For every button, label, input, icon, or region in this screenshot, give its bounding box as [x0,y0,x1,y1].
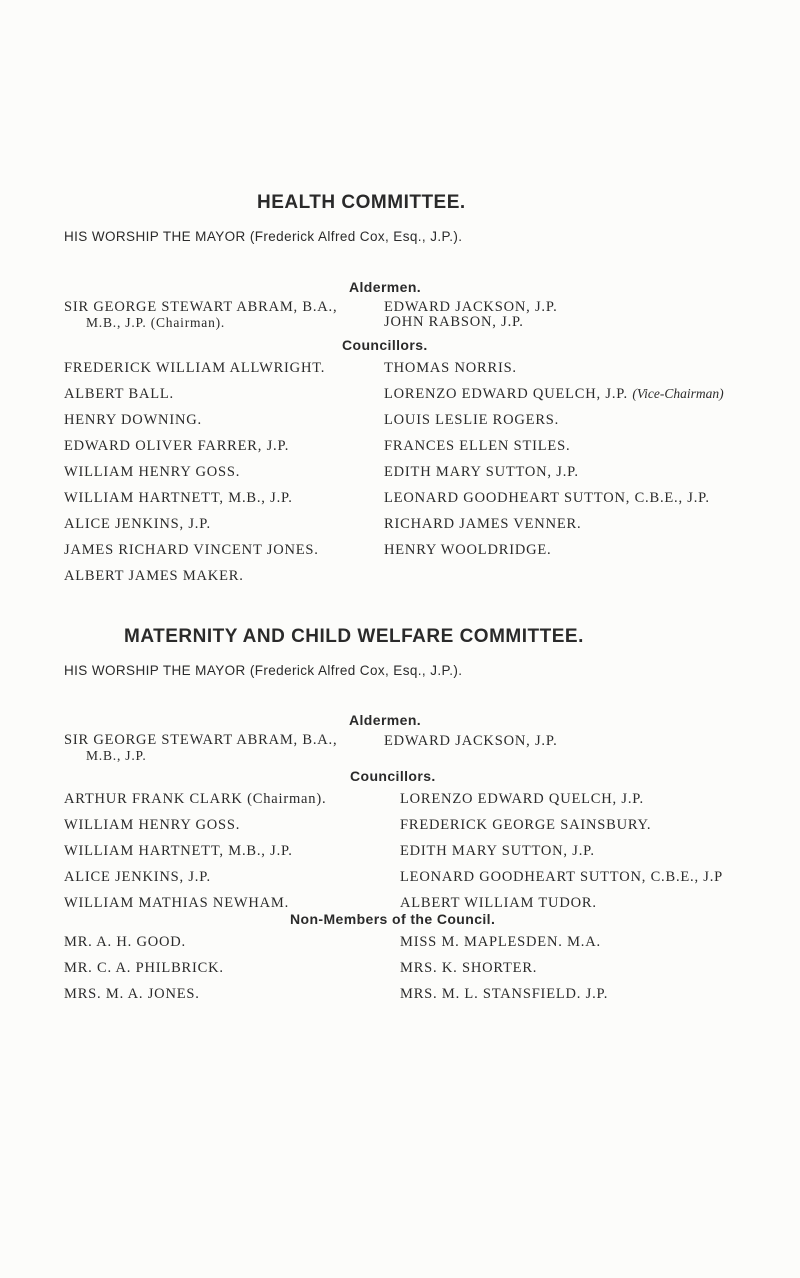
list-item: FRANCES ELLEN STILES. [384,438,571,454]
list-item: ARTHUR FRANK CLARK (Chairman). [64,791,327,807]
list-item: MR. C. A. PHILBRICK. [64,960,224,976]
list-item: WILLIAM HENRY GOSS. [64,464,241,480]
vice-chairman-note: (Vice-Chairman) [632,386,724,401]
list-item: MRS. M. L. STANSFIELD. J.P. [400,986,609,1002]
non-members-right [400,929,608,1007]
list-item: HENRY WOOLDRIDGE. [384,542,552,558]
maternity-councillors-left [64,786,326,916]
list-item: RICHARD JAMES VENNER. [384,516,582,532]
list-item: MRS. M. A. JONES. [64,986,200,1002]
list-item: LOUIS LESLIE ROGERS. [384,412,560,428]
maternity-mayor-line: HIS WORSHIP THE MAYOR (Frederick Alfred Cox, Esq., J.P.). [64,663,463,678]
maternity-committee-title: MATERNITY AND CHILD WELFARE COMMITTEE. [124,626,584,647]
list-item: HENRY DOWNING. [64,412,202,428]
list-item: ALBERT WILLIAM TUDOR. [400,895,597,911]
maternity-councillors-right [400,786,723,916]
list-item: JAMES RICHARD VINCENT JONES. [64,542,319,558]
list-item: ALBERT JAMES MAKER. [64,568,244,584]
list-item: ALICE JENKINS, J.P. [64,869,211,885]
list-item: THOMAS NORRIS. [384,360,517,376]
list-item: LEONARD GOODHEART SUTTON, C.B.E., J.P [400,869,724,885]
list-item: MRS. K. SHORTER. [400,960,538,976]
health-alderman-abram-line2: M.B., J.P. (Chairman). [86,315,226,330]
health-councillors-heading: Councillors. [342,337,428,353]
list-item: FREDERICK GEORGE SAINSBURY. [400,817,652,833]
health-committee-title: HEALTH COMMITTEE. [257,192,466,213]
health-alderman-abram-line1: SIR GEORGE STEWART ABRAM, B.A., [64,299,338,315]
health-alderman-abram [64,300,337,330]
list-item: WILLIAM MATHIAS NEWHAM. [64,895,289,911]
list-item: WILLIAM HARTNETT, M.B., J.P. [64,843,293,859]
list-item: ALICE JENKINS, J.P. [64,516,211,532]
maternity-alderman-abram [64,733,337,763]
list-item: LEONARD GOODHEART SUTTON, C.B.E., J.P. [384,490,710,506]
list-item: EDITH MARY SUTTON, J.P. [384,464,579,480]
list-item: FREDERICK WILLIAM ALLWRIGHT. [64,360,326,376]
maternity-councillors-heading: Councillors. [350,768,436,784]
health-councillors-left [64,355,325,589]
list-item [384,381,724,407]
health-alderman-jackson: EDWARD JACKSON, J.P. [384,299,558,315]
maternity-alderman-abram-line1: SIR GEORGE STEWART ABRAM, B.A., [64,732,338,748]
list-item: ALBERT BALL. [64,386,174,402]
list-item: MR. A. H. GOOD. [64,934,186,950]
health-mayor-line: HIS WORSHIP THE MAYOR (Frederick Alfred Cox, Esq., J.P.). [64,229,463,244]
list-item: EDITH MARY SUTTON, J.P. [400,843,595,859]
list-item: WILLIAM HENRY GOSS. [64,817,241,833]
health-alderman-rabson: JOHN RABSON, J.P. [384,314,524,330]
non-members-heading: Non-Members of the Council. [290,911,496,927]
councillor-quelch: LORENZO EDWARD QUELCH, J.P. [384,386,628,402]
non-members-left [64,929,224,1007]
maternity-aldermen-heading: Aldermen. [349,712,422,728]
maternity-alderman-abram-line2: M.B., J.P. [86,748,147,763]
maternity-alderman-jackson: EDWARD JACKSON, J.P. [384,733,558,749]
health-councillors-right [384,355,724,563]
health-aldermen-heading: Aldermen. [349,279,422,295]
list-item: MISS M. MAPLESDEN. M.A. [400,934,601,950]
health-aldermen-right [384,300,558,330]
list-item: WILLIAM HARTNETT, M.B., J.P. [64,490,293,506]
list-item: EDWARD OLIVER FARRER, J.P. [64,438,290,454]
list-item: LORENZO EDWARD QUELCH, J.P. [400,791,644,807]
